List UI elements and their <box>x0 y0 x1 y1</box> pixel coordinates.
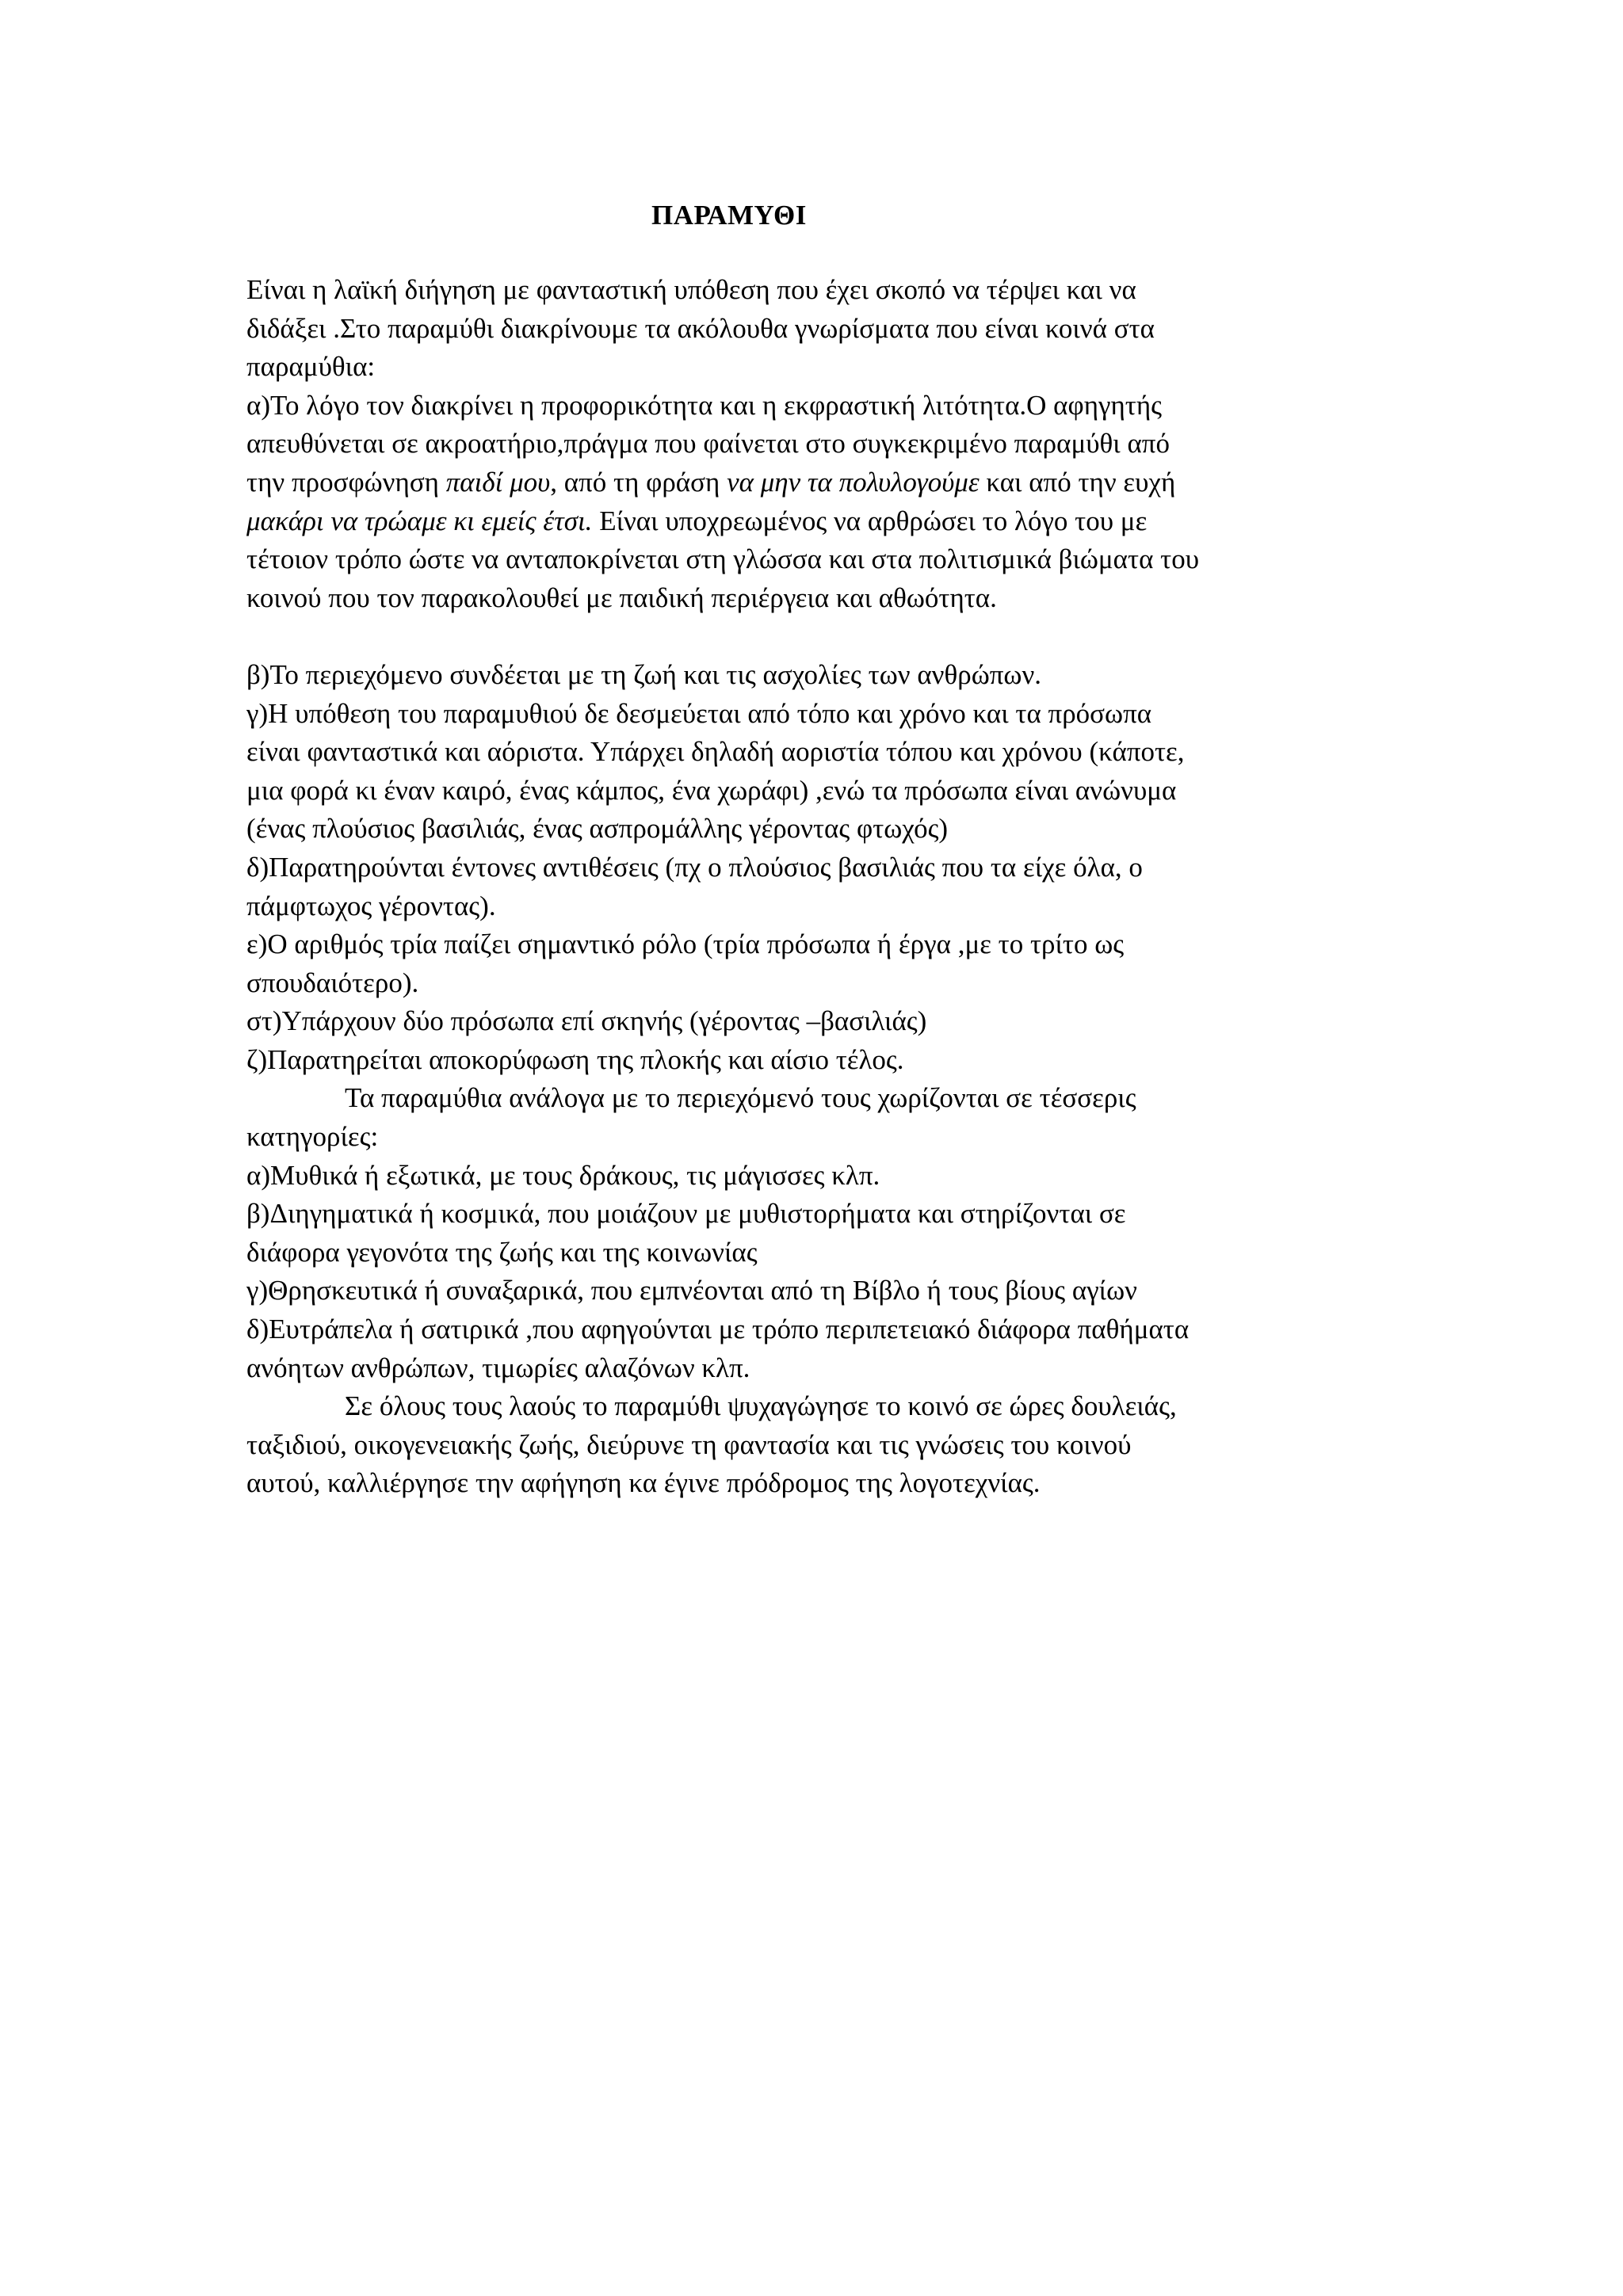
text-line: διδάξει .Στο παραμύθι διακρίνουμε τα ακόλουθα γνωρίσματα που είναι κοινά στα <box>246 312 1155 344</box>
text-line: ε)Ο αριθμός τρία παίζει σημαντικό ρόλο (τρία πρόσωπα ή έργα ,με το τρίτο ως <box>246 929 1125 960</box>
italic-phrase: παιδί μου <box>445 466 551 498</box>
text-line: α)Το λόγο τον διακρίνει η προφορικότητα και η εκφραστική λιτότητα.Ο αφηγητής <box>246 389 1163 421</box>
text-line: ζ)Παρατηρείται αποκορύφωση της πλοκής και αίσιο τέλος. <box>246 1043 904 1075</box>
text-line: γ)Θρησκευτικά ή συναξαρικά, που εμπνέονται από τη Βίβλο ή τους βίους αγίων <box>246 1275 1137 1306</box>
text-line: α)Μυθικά ή εξωτικά, με τους δράκους, τις μάγισσες κλπ. <box>246 1159 880 1191</box>
text-line: Είναι η λαϊκή διήγηση με φανταστική υπόθεση που έχει σκοπό να τέρψει και να <box>246 274 1136 305</box>
text-line: είναι φανταστικά και αόριστα. Υπάρχει δηλαδή αοριστία τόπου και χρόνου (κάποτε, <box>246 736 1185 768</box>
text-line: κατηγορίες: <box>246 1121 379 1153</box>
text-run: , από τη φράση <box>550 466 727 498</box>
text-line: διάφορα γεγονότα της ζωής και της κοινωνίας <box>246 1236 758 1268</box>
text-line: πάμφτωχος γέροντας). <box>246 890 496 921</box>
text-line: δ)Παρατηρούνται έντονες αντιθέσεις (πχ ο πλούσιος βασιλιάς που τα είχε όλα, ο <box>246 851 1143 883</box>
text-line: γ)Η υπόθεση του παραμυθιού δε δεσμεύεται από τόπο και χρόνο και τα πρόσωπα <box>246 697 1152 729</box>
text-run: Είναι υποχρεωμένος να αρθρώσει το λόγο του με <box>592 505 1148 536</box>
text-line: ταξιδιού, οικογενειακής ζωής, διεύρυνε τη φαντασία και τις γνώσεις του κοινού <box>246 1428 1132 1460</box>
text-line: Σε όλους τους λαούς το παραμύθι ψυχαγώγησε το κοινό σε ώρες δουλειάς, <box>345 1390 1177 1422</box>
text-line: αυτού, καλλιέργησε την αφήγηση κα έγινε πρόδρομος της λογοτεχνίας. <box>246 1467 1041 1499</box>
text-line: απευθύνεται σε ακροατήριο,πράγμα που φαίνεται στο συγκεκριμένο παραμύθι από <box>246 428 1170 460</box>
text-line: (ένας πλούσιος βασιλιάς, ένας ασπρομάλλης γέροντας φτωχός) <box>246 813 949 845</box>
text-line: κοινού που τον παρακολουθεί με παιδική περιέργεια και αθωότητα. <box>246 582 997 613</box>
text-line: Τα παραμύθια ανάλογα με το περιεχόμενό τους χωρίζονται σε τέσσερις <box>345 1082 1136 1114</box>
text-line: ανόητων ανθρώπων, τιμωρίες αλαζόνων κλπ. <box>246 1352 750 1383</box>
text-line: β)Διηγηματικά ή κοσμικά, που μοιάζουν με μυθιστορήματα και στηρίζονται σε <box>246 1198 1126 1230</box>
text-line: β)Το περιεχόμενο συνδέεται με τη ζωή και τις ασχολίες των ανθρώπων. <box>246 658 1042 690</box>
text-run: και από την ευχή <box>979 466 1176 498</box>
text-line <box>246 502 1411 541</box>
document-body <box>246 271 1411 1503</box>
text-line: παραμύθια: <box>246 351 376 383</box>
italic-phrase: να μην τα πολυλογούμε <box>727 466 980 498</box>
text-run: την προσφώνηση <box>246 466 446 498</box>
text-line: δ)Ευτράπελα ή σατιρικά ,που αφηγούνται με τρόπο περιπετειακό διάφορα παθήματα <box>246 1314 1190 1345</box>
blank-line <box>246 617 1411 656</box>
text-line <box>246 463 1411 502</box>
text-line: μια φορά κι έναν καιρό, ένας κάμπος, ένα χωράφι) ,ενώ τα πρόσωπα είναι ανώνυμα <box>246 774 1177 806</box>
text-line: στ)Υπάρχουν δύο πρόσωπα επί σκηνής (γέροντας –βασιλιάς) <box>246 1005 927 1037</box>
page-title: ΠΑΡΑΜΥΘΙ <box>651 200 807 231</box>
italic-phrase: μακάρι να τρώαμε κι εμείς έτσι. <box>246 505 593 536</box>
text-line: σπουδαιότερο). <box>246 967 419 998</box>
text-line: τέτοιον τρόπο ώστε να ανταποκρίνεται στη γλώσσα και στα πολιτισμικά βιώματα του <box>246 543 1200 575</box>
